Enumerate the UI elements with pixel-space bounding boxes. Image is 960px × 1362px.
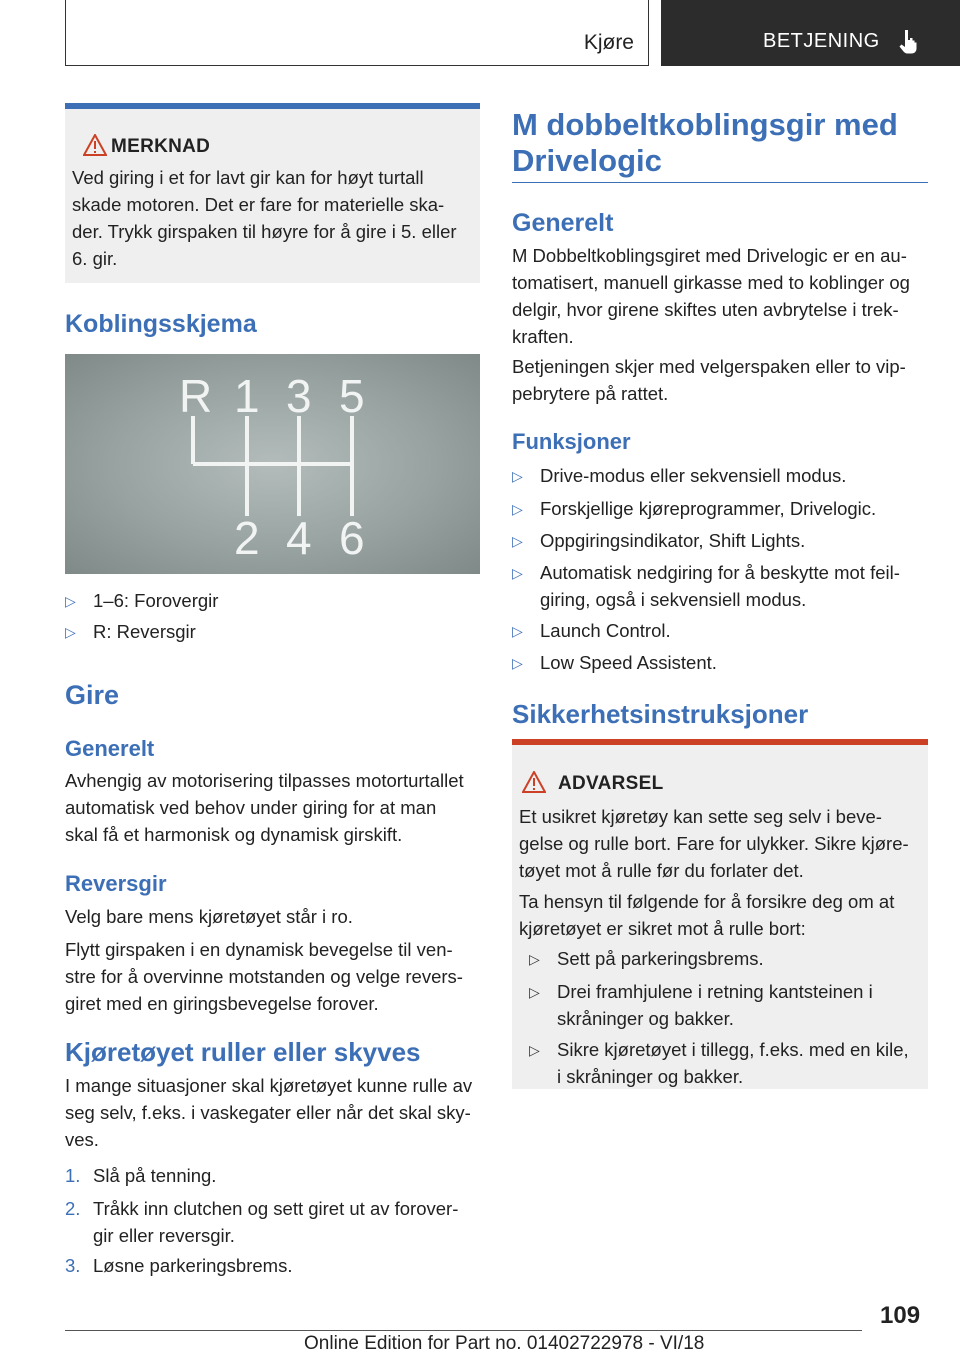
triangle-bullet-icon: ▷ <box>512 623 523 639</box>
subheading-reversgir: Reversgir <box>65 871 167 896</box>
step-number: 1. <box>65 1165 81 1186</box>
triangle-bullet-icon: ▷ <box>512 501 523 517</box>
paragraph-line: Velg bare mens kjøretøyet står i ro. <box>65 906 353 927</box>
note-line: der. Trykk girspaken til høyre for å gire i 5. eller <box>72 221 457 242</box>
shift-pattern-graphic <box>65 354 480 574</box>
subheading-funksjoner: Funksjoner <box>512 429 631 454</box>
paragraph-line: pebrytere på rattet. <box>512 383 669 404</box>
triangle-bullet-icon: ▷ <box>512 468 523 484</box>
footer-edition: Online Edition for Part no. 01402722978 - VI/18 <box>304 1333 705 1354</box>
note-line: Ved giring i et for lavt gir kan for høyt turtall <box>72 167 424 188</box>
warning-line: gelse og rulle bort. Fare for ulykker. Sikre kjøre- <box>519 833 909 854</box>
paragraph-line: seg selv, f.eks. i vaskegater eller når det skal sky- <box>65 1102 471 1123</box>
triangle-bullet-icon: ▷ <box>529 951 540 967</box>
header-section-title: Kjøre <box>583 31 634 54</box>
warning-triangle-icon <box>522 771 546 793</box>
warning-title: ADVARSEL <box>558 773 664 794</box>
shift-label-3: 3 <box>286 370 312 422</box>
triangle-bullet-icon: ▷ <box>529 984 540 1000</box>
warning-box: ADVARSEL Et usikret kjøretøy kan sette seg selv i beve- gelse og rulle bort. Fare for ulykker. Sikre kjøre- tøyet mot å rulle før du forlater det. Ta hensyn til følgende for å forsikre deg om at kjøretøyet er sikret mot å rulle bort: ▷ Sett på parkeringsbrems. ▷ Drei framhjulene i retning kantsteinen i skråninger og bakker. ▷ Sikre kjøretøyet i tillegg, f.eks. med en kile, i skråninger og bakker. <box>512 739 928 1089</box>
chapter-title-line: Drivelogic <box>512 143 662 178</box>
triangle-bullet-icon: ▷ <box>512 533 523 549</box>
warning-line: Et usikret kjøretøy kan sette seg selv i beve- <box>519 806 882 827</box>
shift-pattern-image <box>65 354 480 574</box>
warning-triangle-icon <box>83 134 107 156</box>
warning-line: kjøretøyet er sikret mot å rulle bort: <box>519 918 806 939</box>
paragraph-line: Avhengig av motorisering tilpasses motorturtallet <box>65 770 464 791</box>
paragraph-line: stre for å overvinne motstanden og velge revers- <box>65 966 463 987</box>
triangle-bullet-icon: ▷ <box>65 624 76 640</box>
page-number: 109 <box>880 1302 921 1329</box>
chapter-title-line: M dobbeltkoblingsgir med <box>512 107 898 142</box>
step-number: 2. <box>65 1198 81 1219</box>
note-line: skade motoren. Det er fare for materielle ska- <box>72 194 445 215</box>
warning-line: Ta hensyn til følgende for å forsikre deg om at <box>519 891 895 912</box>
warning-line: tøyet mot å rulle før du forlater det. <box>519 860 804 881</box>
footer-divider <box>65 1330 862 1331</box>
pointing-hand-icon <box>896 28 920 54</box>
paragraph-line: M Dobbeltkoblingsgiret med Drivelogic er en au- <box>512 245 907 266</box>
title-underline <box>512 182 928 183</box>
section-heading-ruller: Kjøretøyet ruller eller skyves <box>65 1037 421 1067</box>
paragraph-line: Betjeningen skjer med velgerspaken eller to vip- <box>512 356 906 377</box>
paragraph-line: Flytt girspaken i en dynamisk bevegelse til ven- <box>65 939 453 960</box>
shift-label-6: 6 <box>339 512 365 564</box>
paragraph-line: automatisk ved behov under giring for at man <box>65 797 437 818</box>
shift-label-2: 2 <box>234 512 260 564</box>
shift-label-5: 5 <box>339 370 365 422</box>
header-section-tab <box>65 0 649 66</box>
subheading-generelt: Generelt <box>65 736 155 761</box>
paragraph-line: ves. <box>65 1129 99 1150</box>
note-title: MERKNAD <box>111 136 211 157</box>
header-chapter-title: BETJENING <box>763 30 880 52</box>
shift-label-4: 4 <box>286 512 312 564</box>
section-heading-gire: Gire <box>65 680 120 710</box>
paragraph-line: kraften. <box>512 326 574 347</box>
note-box <box>65 103 480 283</box>
subheading-generelt-right: Generelt <box>512 209 614 237</box>
step-number: 3. <box>65 1255 81 1276</box>
shift-label-1: 1 <box>234 370 260 422</box>
note-line: 6. gir. <box>72 248 118 269</box>
paragraph-line: delgir, hvor girene skiftes uten avbrytelse i trek- <box>512 299 899 320</box>
triangle-bullet-icon: ▷ <box>512 565 523 581</box>
header-chapter-tab <box>661 0 960 66</box>
triangle-bullet-icon: ▷ <box>529 1042 540 1058</box>
paragraph-line: I mange situasjoner skal kjøretøyet kunne rulle av <box>65 1075 473 1096</box>
triangle-bullet-icon: ▷ <box>512 655 523 671</box>
paragraph-line: giret med en giringsbevegelse forover. <box>65 993 379 1014</box>
shift-label-r: R <box>179 370 213 422</box>
paragraph-line: skal få et harmonisk og dynamisk girskift. <box>65 824 403 845</box>
paragraph-line: tomatisert, manuell girkasse med to koblinger og <box>512 272 910 293</box>
section-heading-sikkerhet: Sikkerhetsinstruksjoner <box>512 699 809 729</box>
shift-diagram-heading: Koblingsskjema <box>65 310 257 338</box>
triangle-bullet-icon: ▷ <box>65 593 76 609</box>
